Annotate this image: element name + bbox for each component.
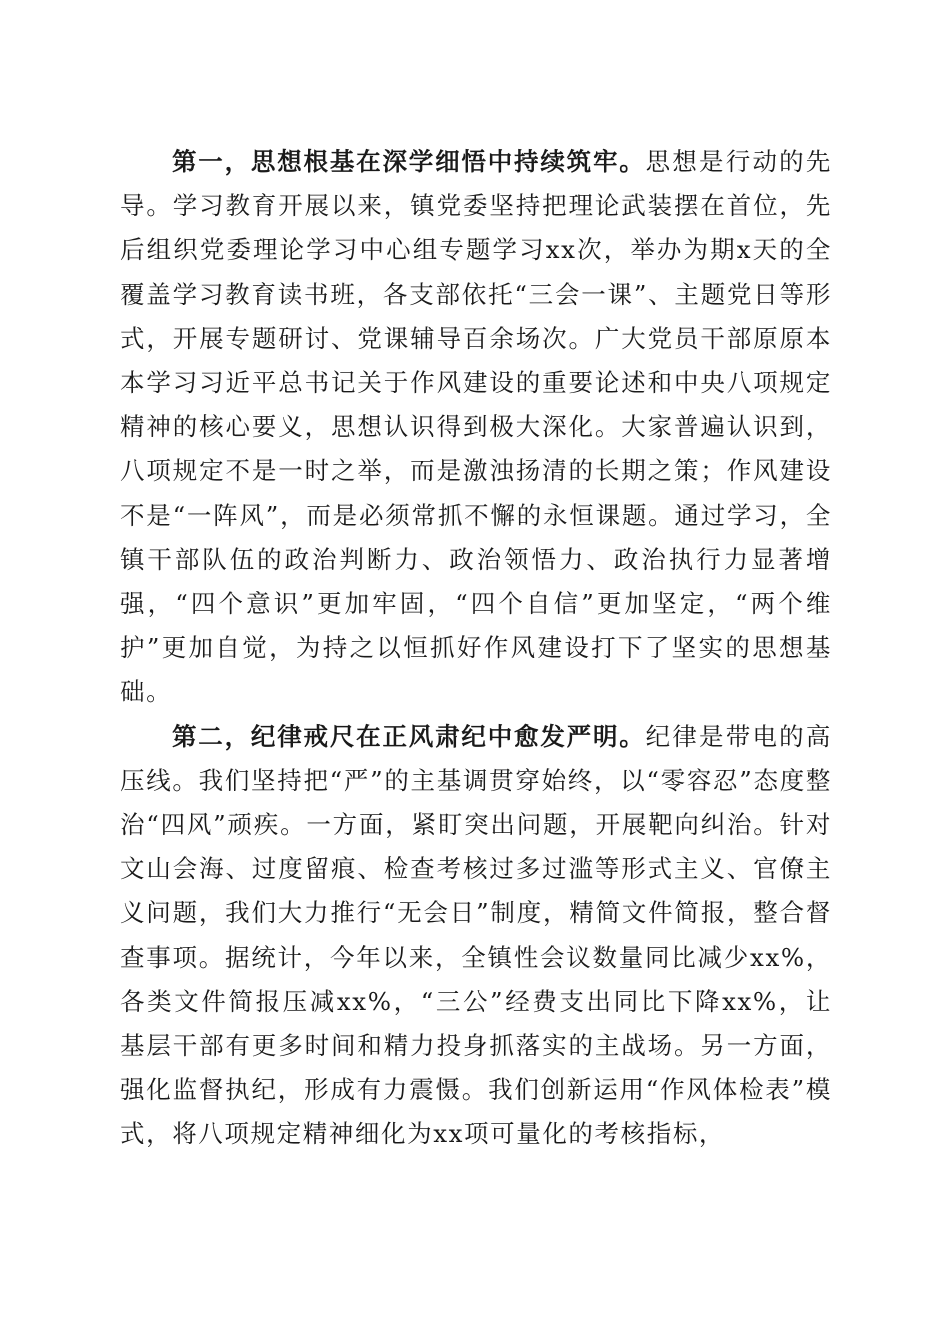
paragraph-2-body: 纪律是带电的高压线。我们坚持把“严”的主基调贯穿始终，以“零容忍”态度整治“四风”顽疾。一方面，紧盯突出问题，开展靶向纠治。针对文山会海、过度留痕、检查考核过多过滥等形式主义、官僚主义问题，我们大力推行“无会日”制度，精简文件简报，整合督查事项。据统计，今年以来，全镇性会议数量同比减少xx%，各类文件简报压减xx%，“三公”经费支出同比下降xx%，让基层干部有更多时间和精力投身抓落实的主战场。另一方面，强化监督执纪，形成有力震慑。我们创新运用“作风体检表”模式，将八项规定精神细化为xx项可量化的考核指标， <box>120 721 832 1149</box>
paragraph-1-body: 思想是行动的先导。学习教育开展以来，镇党委坚持把理论武装摆在首位，先后组织党委理论学习中心组专题学习xx次，举办为期x天的全覆盖学习教育读书班，各支部依托“三会一课”、主题党日等形式，开展专题研讨、党课辅导百余场次。广大党员干部原原本本学习习近平总书记关于作风建设的重要论述和中央八项规定精神的核心要义，思想认识得到极大深化。大家普遍认识到，八项规定不是一时之举，而是激浊扬清的长期之策；作风建设不是“一阵风”，而是必须常抓不懈的永恒课题。通过学习，全镇干部队伍的政治判断力、政治领悟力、政治执行力显著增强，“四个意识”更加牢固，“四个自信”更加坚定，“两个维护”更加自觉，为持之以恒抓好作风建设打下了坚实的思想基础。 <box>120 147 832 707</box>
paragraph-2 <box>120 715 832 1157</box>
paragraph-2-heading: 第二，纪律戒尺在正风肃纪中愈发严明。 <box>172 721 646 751</box>
document-body <box>120 140 832 1157</box>
paragraph-1-heading: 第一，思想根基在深学细悟中持续筑牢。 <box>172 147 646 176</box>
paragraph-1 <box>120 140 832 715</box>
